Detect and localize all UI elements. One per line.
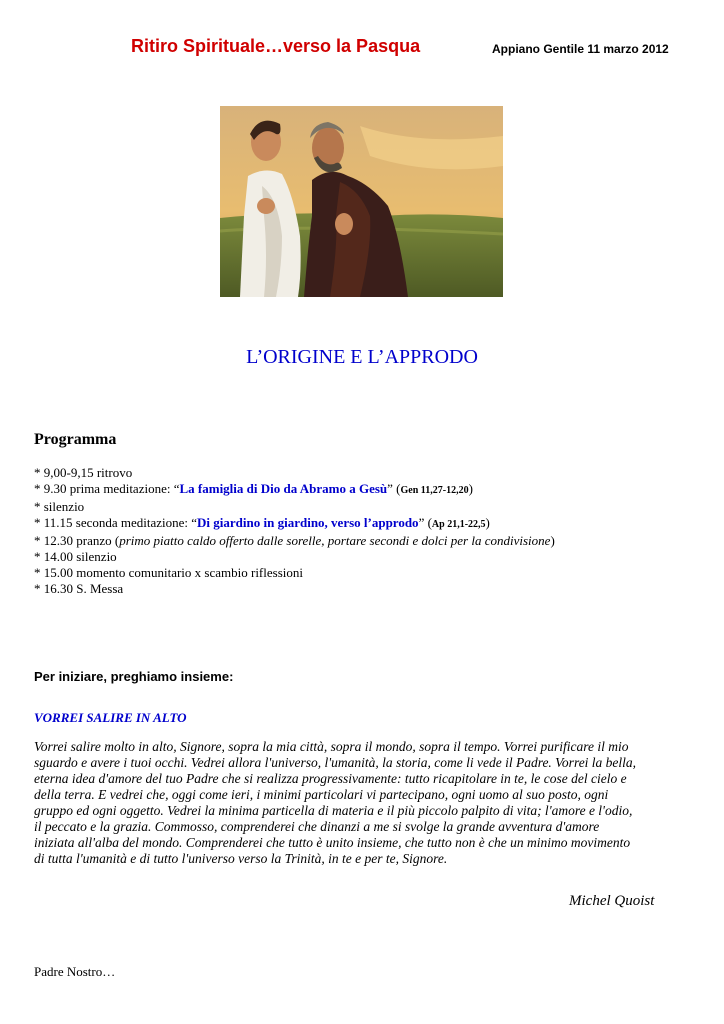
meditation-title: Di giardino in giardino, verso l’approdo [197, 515, 419, 530]
list-item: * 15.00 momento comunitario x scambio riflessioni [34, 565, 303, 580]
meditation-title: La famiglia di Dio da Abramo a Gesù [179, 481, 388, 496]
prayer-author: Michel Quoist [569, 893, 655, 909]
prayer-line: della terra. E vedrei che, oggi come ieri, i minimi particolari vi partecipano, ogni uomo al suo posto, ogni [34, 787, 609, 802]
prayer-line: Vorrei salire molto in alto, Signore, sopra la mia città, sopra il mondo, sopra il tempo. Vorrei purificare il mio [34, 739, 629, 754]
header-title: Ritiro Spirituale…verso la Pasqua [131, 36, 421, 56]
prayer-line: di tutta l'umanità e di tutto l'universo verso la Trinità, in te e per te, Signore. [34, 851, 448, 866]
prayer-line: eterna idea d'amore del tuo Padre che si realizza progressivamente: tutto ricapitolare in te, le cose del cielo e [34, 771, 627, 786]
program-list [34, 465, 694, 597]
bible-reference: Gen 11,27-12,20 [400, 485, 469, 496]
prayer-line: il peccato e la grazia. Commosso, comprenderei che dinanzi a me si svolge la grande avventura d'amore [34, 819, 600, 834]
prayer-line: sguardo e avere i tuoi occhi. Vedrei allora l'universo, l'umanità, la storia, come li vede il Padre. Vorrei la bella, [34, 755, 637, 770]
list-item: * 16.30 S. Messa [34, 581, 124, 596]
prayer-line: iniziata all'alba del mondo. Comprenderei che tutto è unito insieme, che tutto non è che un minimo movimento [34, 835, 631, 850]
list-item: * 12.30 pranzo (primo piatto caldo offerto dalle sorelle, portare secondi e dolci per la condivisione) [34, 533, 555, 548]
list-item: * silenzio [34, 499, 85, 514]
prayer-line: gruppo ed ogni oggetto. Vedrei la minima particella di materia e il più piccolo palpito di vita; l'amore e l'odio, [34, 803, 633, 818]
prayer-intro: Per iniziare, preghiamo insieme: [34, 669, 234, 684]
program-heading: Programma [34, 431, 117, 448]
header-date: Appiano Gentile 11 marzo 2012 [492, 42, 669, 56]
list-item: * 11.15 seconda meditazione: “Di giardino in giardino, verso l’approdo” (Ap 21,1-22,5) [34, 515, 490, 530]
bible-reference: Ap 21,1-22,5 [431, 519, 486, 530]
main-title: L’ORIGINE E L’APPRODO [246, 346, 478, 368]
list-item: * 9.30 prima meditazione: “La famiglia di Dio da Abramo a Gesù” (Gen 11,27-12,20) [34, 481, 473, 496]
closing-text: Padre Nostro… [34, 964, 116, 979]
prayer-text [34, 739, 698, 867]
painting-image [220, 106, 503, 297]
prayer-title: VORREI SALIRE IN ALTO [34, 710, 187, 725]
list-item: * 14.00 silenzio [34, 549, 117, 564]
list-item: * 9,00-9,15 ritrovo [34, 465, 133, 480]
